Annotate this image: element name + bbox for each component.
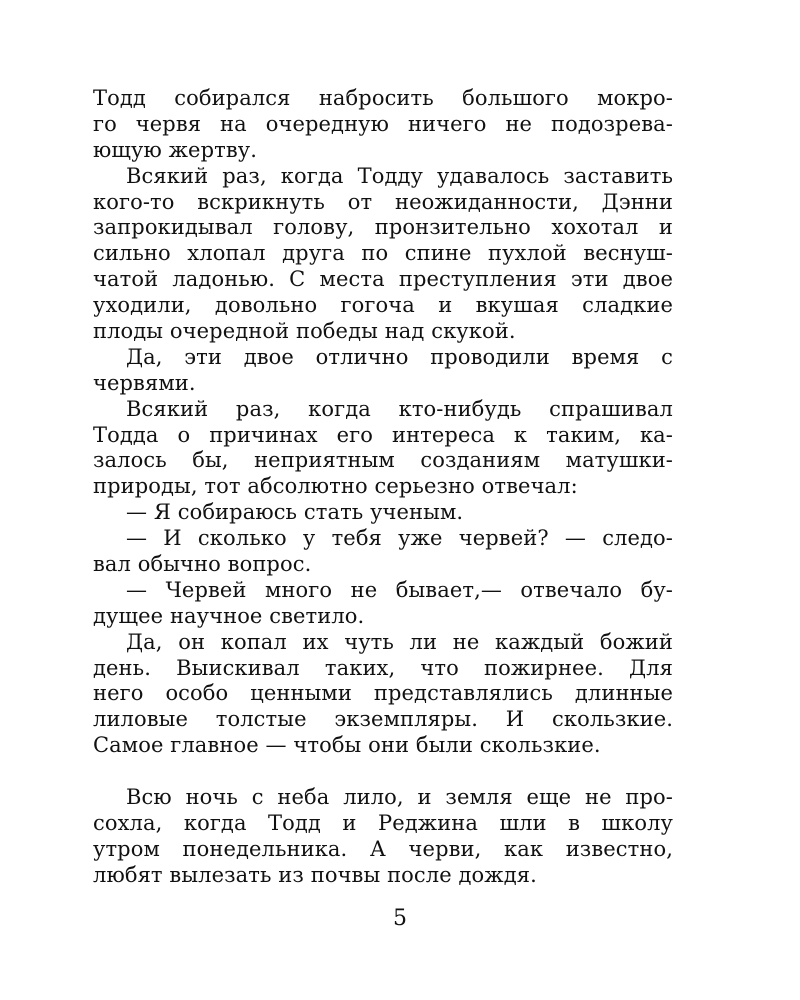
- text-line: Самое главное — чтобы они были скользкие.: [93, 733, 601, 758]
- paragraph: [93, 164, 673, 345]
- text-line: — Червей много не бывает,— отвечало бу-: [126, 577, 673, 602]
- text-line: дущее научное светило.: [93, 603, 365, 628]
- text-line: залось бы, неприятным созданиям матушки-: [93, 448, 673, 473]
- text-line: кого-то вскрикнуть от неожиданности, Дэнни: [93, 189, 673, 214]
- text-line: запрокидывал голову, пронзительно хохотал и: [93, 215, 673, 240]
- text-line: утром понедельника. А черви, как известно,: [93, 836, 673, 861]
- paragraph: [93, 526, 673, 578]
- text-line: вал обычно вопрос.: [93, 552, 312, 577]
- text-line: Всю ночь с неба лило, и земля еще не про-: [126, 785, 673, 810]
- page-number: 5: [393, 906, 407, 931]
- paragraph: [93, 630, 673, 759]
- text-line: день. Выискивал таких, что пожирнее. Для: [93, 655, 673, 680]
- paragraph: [93, 345, 673, 397]
- text-line: сохла, когда Тодд и Реджина шли в школу: [93, 810, 673, 835]
- text-line: червями.: [93, 370, 196, 395]
- paragraph: [93, 785, 673, 889]
- text-line: Да, он копал их чуть ли не каждый божий: [126, 629, 673, 654]
- text-line: ющую жертву.: [93, 137, 257, 162]
- text-line: Тодда о причинах его интереса к таким, ка-: [93, 422, 673, 447]
- text-line: Тодд собирался набросить большого мокро-: [93, 86, 673, 110]
- paragraph: [93, 500, 673, 526]
- text-line: него особо ценными представлялись длинные: [93, 681, 673, 706]
- text-line: чатой ладонью. С места преступления эти двое: [93, 267, 673, 292]
- text-line: сильно хлопал друга по спине пухлой веснуш-: [93, 241, 673, 266]
- text-line: лиловые толстые экземпляры. И скользкие.: [93, 707, 673, 732]
- paragraph: [93, 397, 673, 501]
- text-line: го червя на очередную ничего не подозрева-: [93, 111, 673, 136]
- text-line: — И сколько у тебя уже червей? — следо-: [126, 526, 673, 551]
- text-line: Всякий раз, когда Тодду удавалось заставить: [126, 163, 673, 188]
- text-line: — Я собираюсь стать ученым.: [126, 500, 464, 525]
- book-page-text: [93, 86, 673, 889]
- section-break: [93, 759, 673, 785]
- text-line: плоды очередной победы над скукой.: [93, 319, 516, 344]
- text-line: Да, эти двое отлично проводили время с: [126, 344, 673, 369]
- text-line: природы, тот абсолютно серьезно отвечал:: [93, 474, 578, 499]
- text-line: любят вылезать из почвы после дождя.: [93, 862, 537, 887]
- paragraph: [93, 86, 673, 164]
- text-line: Всякий раз, когда кто-нибудь спрашивал: [126, 396, 673, 421]
- paragraph: [93, 578, 673, 630]
- text-line: уходили, довольно гогоча и вкушая сладкие: [93, 293, 673, 318]
